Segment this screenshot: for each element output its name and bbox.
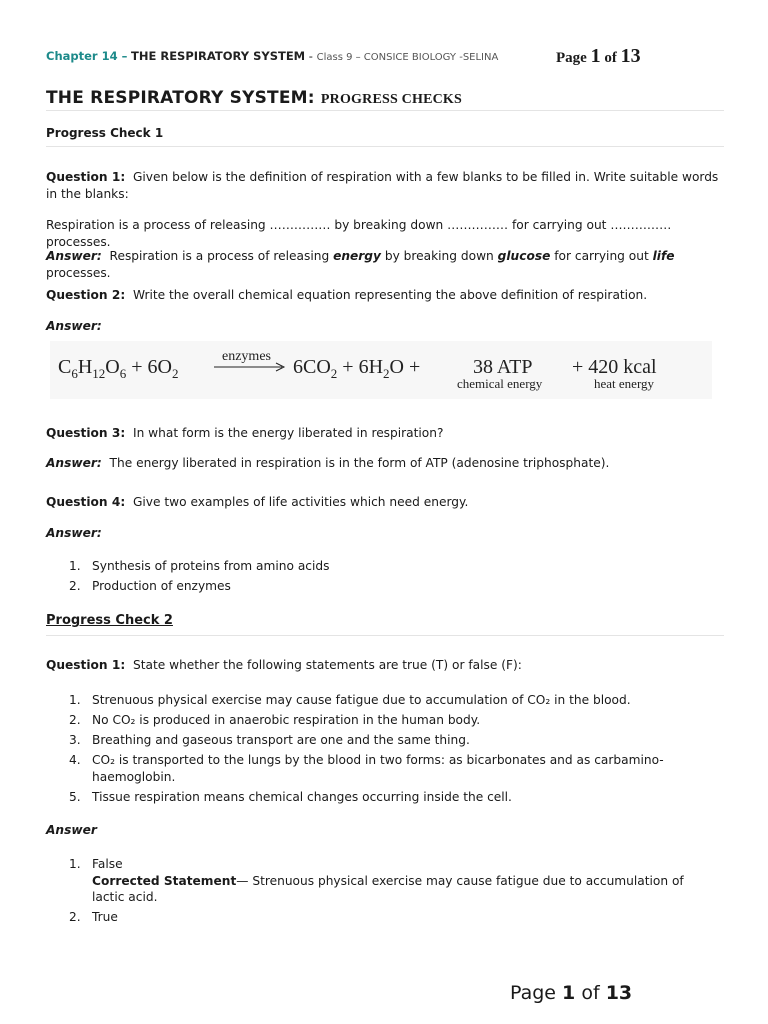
- chapter-title: THE RESPIRATORY SYSTEM: [131, 49, 306, 63]
- list-item: 2. True: [69, 910, 118, 924]
- question-3: Question 3: In what form is the energy liberated in respiration?: [46, 426, 444, 440]
- running-header: [46, 49, 498, 63]
- answer-2-label: Answer:: [46, 319, 102, 333]
- blank-sentence: Respiration is a process of releasing …………… by breaking down …………… for carrying out …………… processes.: [46, 218, 672, 249]
- equation-graphic: [50, 341, 712, 399]
- kcal-term: + 420 kcal: [572, 356, 657, 378]
- answers-list: [46, 856, 702, 929]
- progress-check-1-heading: Progress Check 1: [46, 126, 164, 140]
- answer-label: Answer: [46, 823, 97, 837]
- equation-products: $6CO_2 + 6H_2O$ +: [293, 356, 421, 381]
- atp-term: 38 ATP: [473, 356, 533, 378]
- list-item: 5. Tissue respiration means chemical changes occurring inside the cell.: [69, 789, 512, 804]
- enzymes-label: enzymes: [222, 349, 271, 364]
- divider: [46, 110, 724, 111]
- statements-list: [46, 692, 702, 809]
- atp-caption: chemical energy: [457, 376, 543, 391]
- list-item: 2. Production of enzymes: [69, 579, 231, 593]
- answer-1: Answer: Respiration is a process of releasing energy by breaking down glucose for carrying out life processes.: [46, 249, 675, 280]
- list-item: 4. CO₂ is transported to the lungs by the blood in two forms: as bicarbonates and as carbamino-haemoglobin.: [69, 753, 664, 784]
- chapter-label: Chapter 14 –: [46, 49, 128, 63]
- corrected-statement-text: — Strenuous physical exercise may cause fatigue due to accumulation of lactic acid.: [92, 873, 684, 904]
- question-1: Question 1: Given below is the definition of respiration with a few blanks to be filled in. Write suitable words in the blanks:: [46, 170, 719, 201]
- footer-page-number: Page 1 of 13: [510, 982, 633, 1004]
- header-dash: -: [308, 49, 313, 63]
- list-item: 1. Strenuous physical exercise may cause fatigue due to accumulation of CO₂ in the blood.: [69, 693, 631, 707]
- list-item: 1. False Corrected Statement— Strenuous physical exercise may cause fatigue due to accumulation of lactic acid.: [69, 857, 684, 904]
- corrected-statement-label: Corrected Statement: [92, 873, 237, 888]
- page-title: THE RESPIRATORY SYSTEM: PROGRESS CHECKS: [46, 88, 462, 108]
- divider: [46, 146, 724, 147]
- question-4: Question 4: Give two examples of life activities which need energy.: [46, 495, 469, 509]
- question-2: Question 2: Write the overall chemical equation representing the above definition of respiration.: [46, 288, 648, 302]
- class-info: Class 9 – CONSICE BIOLOGY -SELINA: [316, 52, 499, 63]
- answer-4-label: Answer:: [46, 526, 102, 540]
- answer-3: Answer: The energy liberated in respiration is in the form of ATP (adenosine triphosphate).: [46, 456, 610, 470]
- question-2-1: Question 1: State whether the following statements are true (T) or false (F):: [46, 658, 522, 672]
- list-item: 3. Breathing and gaseous transport are one and the same thing.: [69, 733, 470, 747]
- page-subtitle: PROGRESS CHECKS: [320, 92, 462, 107]
- respiration-equation: [50, 341, 712, 399]
- divider: [46, 635, 724, 636]
- list-item: 1. Synthesis of proteins from amino acids: [69, 559, 330, 573]
- equation-reactants: $C_6H_{12}O_6 + 6O_2$: [58, 356, 179, 381]
- progress-check-2-heading: Progress Check 2: [46, 613, 173, 628]
- kcal-caption: heat energy: [594, 376, 655, 391]
- header-page-number: Page 1 of 13: [556, 45, 641, 67]
- answer-4-list: [46, 558, 702, 598]
- list-item: 2. No CO₂ is produced in anaerobic respiration in the human body.: [69, 713, 481, 727]
